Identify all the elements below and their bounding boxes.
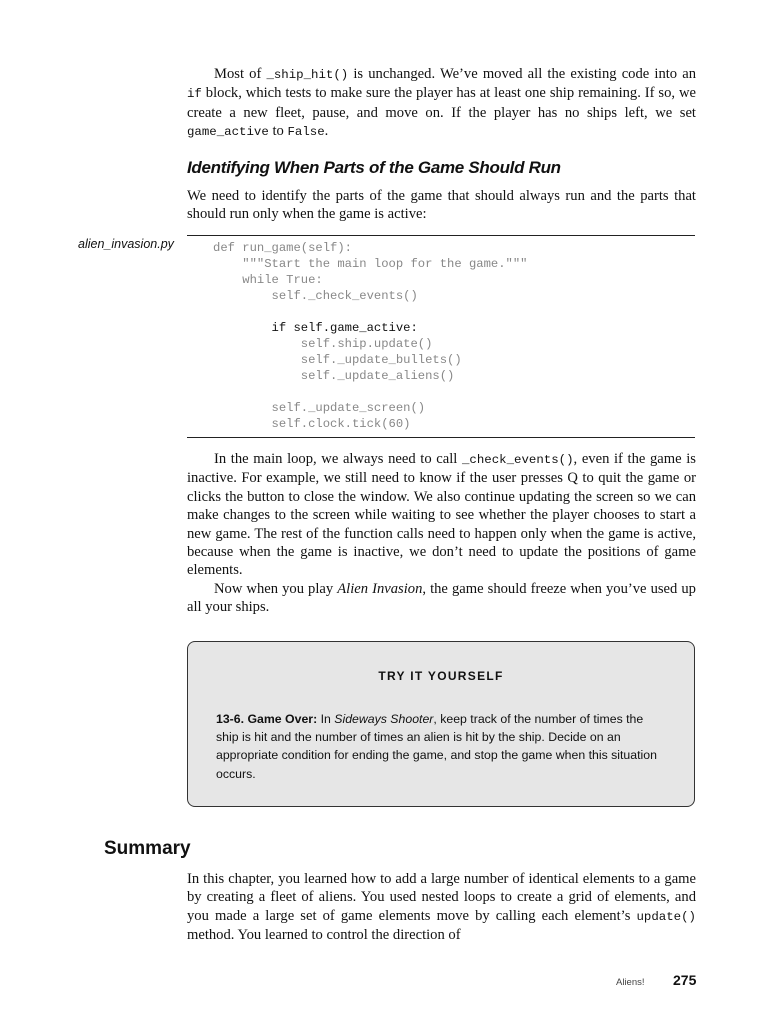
main-loop-code-check-events: _check_events() — [461, 453, 574, 467]
try-it-yourself-box — [187, 641, 695, 807]
section-intro-block — [187, 187, 696, 224]
code-line: while True: — [213, 273, 323, 287]
section-intro-paragraph: We need to identify the parts of the game that should always run and the parts that should run only when the game is active: — [187, 188, 696, 223]
main-loop-text-1: In the main loop, we always need to call — [214, 451, 462, 467]
code-line: self._update_screen() — [213, 401, 426, 415]
exercise-text-1: In — [317, 712, 335, 726]
intro-text-4: to — [268, 123, 288, 140]
summary-text-1: In this chapter, you learned how to add a large number of identical elements to a game by creating a fleet of aliens. You used nested loops to create a grid of elements, and you made a large set of game elements move by calling each element’s — [187, 871, 696, 924]
code-line: self._check_events() — [213, 289, 418, 303]
main-loop-text-2: , even if the game is inactive. For example, we still need to know if the user presses Q to quit the game or clicks the button to close the window. We also continue updating the screen so we can make changes to the screen while waiting to see whether the player chooses to start a new game. The rest of the function calls need to happen only when the game is active, because when the game is inactive, we don’t need to update the positions of game elements. — [187, 451, 696, 579]
code-line: def run_game(self): — [213, 241, 352, 255]
code-line: self.clock.tick(60) — [213, 417, 411, 431]
intro-code-ship-hit: _ship_hit() — [266, 68, 349, 82]
exercise-label: 13-6. Game Over: — [216, 712, 318, 726]
intro-paragraph-block — [187, 65, 696, 142]
intro-code-false: False — [287, 125, 325, 140]
main-loop-paragraph — [187, 450, 696, 580]
code-listing — [187, 235, 695, 438]
intro-text-3: block, which tests to make sure the player has at least one ship remaining. If so, we create a new fleet, pause, and move on. If the player has no ships left, we set — [187, 85, 696, 121]
exercise-text — [216, 710, 664, 783]
code-line: """Start the main loop for the game.""" — [213, 257, 528, 271]
section-heading: Identifying When Parts of the Game Should Run — [187, 158, 561, 177]
intro-code-game-active: game_active — [187, 125, 269, 140]
exercise-text-2: , keep track of the number of times the ship is hit and the number of times an alien is hit by the ship. Decide on an appropriate condition for ending the game, and stop the game when this situation occurs. — [216, 712, 657, 781]
code-line: self.ship.update() — [213, 337, 433, 351]
intro-text-5: . — [324, 123, 329, 140]
summary-text-2: method. You learned to control the direction of — [187, 927, 461, 944]
page-number: 275 — [673, 972, 697, 988]
main-loop-block — [187, 450, 696, 617]
summary-paragraph — [187, 870, 696, 945]
intro-code-if: if — [187, 87, 202, 102]
play-note-paragraph — [187, 580, 696, 617]
intro-text-2: is unchanged. We’ve moved all the existing code into an — [348, 66, 696, 82]
code-line: self._update_bullets() — [213, 353, 462, 367]
play-note-text-1: Now when you play — [214, 580, 338, 597]
summary-block — [187, 870, 696, 945]
code-line-highlighted: if self.game_active: — [213, 321, 418, 335]
code-line: self._update_aliens() — [213, 369, 455, 383]
intro-paragraph — [187, 65, 696, 142]
play-note-game-title: Alien Invasion — [337, 580, 423, 597]
exercise-game-title: Sideways Shooter — [334, 712, 434, 726]
summary-heading: Summary — [104, 838, 191, 859]
try-it-yourself-title: TRY IT YOURSELF — [378, 669, 504, 683]
footer-chapter-title: Aliens! — [616, 977, 645, 988]
summary-code-update: update() — [636, 909, 696, 924]
play-note-text-2: , the game should freeze when you’ve used up all your ships. — [187, 580, 696, 616]
intro-text-1: Most of — [214, 66, 267, 82]
code-filename-label: alien_invasion.py — [78, 237, 174, 251]
